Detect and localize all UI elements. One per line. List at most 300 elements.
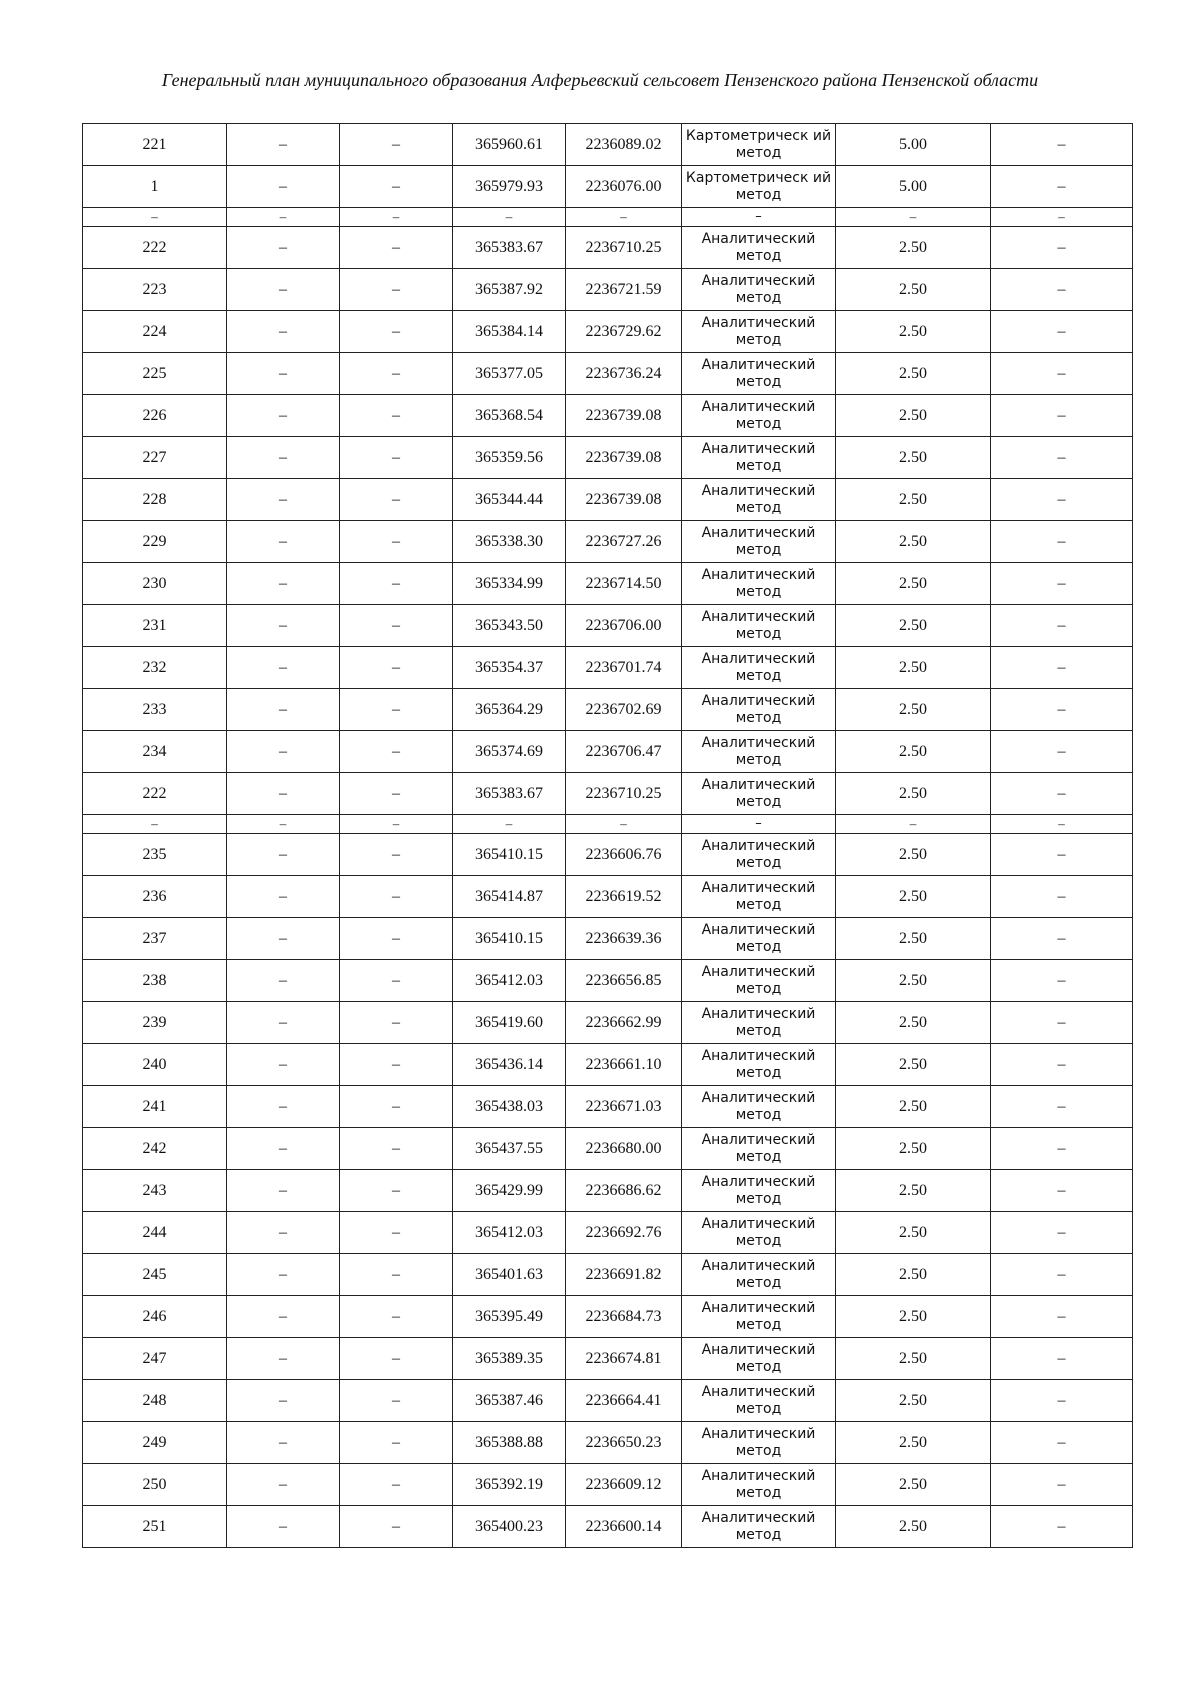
empty-cell: – (340, 834, 453, 876)
method-cell: Аналитический метод (682, 918, 836, 960)
accuracy-cell: 2.50 (836, 227, 991, 269)
method-cell: Аналитический метод (682, 605, 836, 647)
method-cell: Аналитический метод (682, 353, 836, 395)
description-cell: – (991, 1128, 1133, 1170)
method-cell: Аналитический метод (682, 269, 836, 311)
point-number-cell: 251 (83, 1506, 227, 1548)
description-cell: – (991, 1422, 1133, 1464)
x-coordinate-cell: 365412.03 (453, 1212, 566, 1254)
accuracy-cell: 2.50 (836, 353, 991, 395)
description-cell: – (991, 269, 1133, 311)
point-number-cell: 247 (83, 1338, 227, 1380)
description-cell: – (991, 479, 1133, 521)
table-row (83, 605, 1133, 647)
empty-cell: – (340, 166, 453, 208)
description-cell: – (991, 647, 1133, 689)
x-coordinate-cell: 365354.37 (453, 647, 566, 689)
method-cell: Аналитический метод (682, 311, 836, 353)
method-cell: Картометрическ ий метод (682, 166, 836, 208)
accuracy-cell: 5.00 (836, 124, 991, 166)
point-number-cell: 239 (83, 1002, 227, 1044)
x-coordinate-cell: 365429.99 (453, 1170, 566, 1212)
table-row (83, 960, 1133, 1002)
empty-cell: – (340, 395, 453, 437)
empty-cell: – (340, 1044, 453, 1086)
empty-cell: – (340, 731, 453, 773)
x-coordinate-cell: 365400.23 (453, 1506, 566, 1548)
empty-cell: – (227, 1212, 340, 1254)
description-cell: – (991, 918, 1133, 960)
accuracy-cell: 2.50 (836, 1044, 991, 1086)
table-body (83, 124, 1133, 1548)
x-coordinate-cell: 365401.63 (453, 1254, 566, 1296)
point-number-cell: 1 (83, 166, 227, 208)
empty-cell: – (340, 689, 453, 731)
y-coordinate-cell: 2236691.82 (566, 1254, 682, 1296)
point-number-cell: 238 (83, 960, 227, 1002)
point-number-cell: 232 (83, 647, 227, 689)
empty-cell: – (340, 353, 453, 395)
table-row (83, 1506, 1133, 1548)
point-number-cell: 224 (83, 311, 227, 353)
description-cell: – (991, 1380, 1133, 1422)
accuracy-cell: 2.50 (836, 563, 991, 605)
table-row (83, 437, 1133, 479)
y-coordinate-cell: 2236702.69 (566, 689, 682, 731)
y-coordinate-cell: 2236714.50 (566, 563, 682, 605)
accuracy-cell: 2.50 (836, 1380, 991, 1422)
y-coordinate-cell: 2236639.36 (566, 918, 682, 960)
description-cell: – (991, 605, 1133, 647)
empty-cell: – (340, 1338, 453, 1380)
empty-cell: – (227, 1002, 340, 1044)
empty-cell: – (340, 269, 453, 311)
empty-cell: – (340, 1128, 453, 1170)
point-number-cell: 237 (83, 918, 227, 960)
separator-row (83, 815, 1133, 834)
point-number-cell: 227 (83, 437, 227, 479)
empty-cell: – (227, 1170, 340, 1212)
table-row (83, 689, 1133, 731)
empty-cell: – (340, 208, 453, 227)
empty-cell: – (227, 689, 340, 731)
y-coordinate-cell: 2236729.62 (566, 311, 682, 353)
point-number-cell: 241 (83, 1086, 227, 1128)
x-coordinate-cell: 365436.14 (453, 1044, 566, 1086)
accuracy-cell: 2.50 (836, 1128, 991, 1170)
y-coordinate-cell: 2236656.85 (566, 960, 682, 1002)
empty-cell: – (340, 1086, 453, 1128)
description-cell: – (991, 208, 1133, 227)
point-number-cell: 228 (83, 479, 227, 521)
accuracy-cell: 2.50 (836, 521, 991, 563)
accuracy-cell: 2.50 (836, 1170, 991, 1212)
accuracy-cell: 2.50 (836, 1254, 991, 1296)
empty-cell: – (227, 1296, 340, 1338)
empty-cell: – (227, 1254, 340, 1296)
y-coordinate-cell: 2236727.26 (566, 521, 682, 563)
x-coordinate-cell: 365387.46 (453, 1380, 566, 1422)
table-row (83, 521, 1133, 563)
x-coordinate-cell: 365383.67 (453, 773, 566, 815)
empty-cell: – (340, 124, 453, 166)
point-number-cell: 221 (83, 124, 227, 166)
empty-cell: – (227, 815, 340, 834)
accuracy-cell: 2.50 (836, 731, 991, 773)
separator-row (83, 208, 1133, 227)
table-row (83, 563, 1133, 605)
empty-cell: – (227, 834, 340, 876)
y-coordinate-cell: 2236686.62 (566, 1170, 682, 1212)
x-coordinate-cell: 365412.03 (453, 960, 566, 1002)
point-number-cell: 223 (83, 269, 227, 311)
x-coordinate-cell: 365960.61 (453, 124, 566, 166)
empty-cell: – (227, 353, 340, 395)
empty-cell: – (340, 227, 453, 269)
point-number-cell: – (83, 815, 227, 834)
table-row (83, 1212, 1133, 1254)
table-row (83, 311, 1133, 353)
accuracy-cell: 5.00 (836, 166, 991, 208)
empty-cell: – (227, 521, 340, 563)
empty-cell: – (340, 605, 453, 647)
description-cell: – (991, 1464, 1133, 1506)
point-number-cell: 229 (83, 521, 227, 563)
x-coordinate-cell: – (453, 208, 566, 227)
description-cell: – (991, 395, 1133, 437)
point-number-cell: 226 (83, 395, 227, 437)
table-row (83, 1464, 1133, 1506)
empty-cell: – (340, 479, 453, 521)
method-cell: Аналитический метод (682, 1338, 836, 1380)
method-cell: Аналитический метод (682, 731, 836, 773)
y-coordinate-cell: 2236692.76 (566, 1212, 682, 1254)
accuracy-cell: 2.50 (836, 1338, 991, 1380)
empty-cell: – (227, 876, 340, 918)
point-number-cell: 248 (83, 1380, 227, 1422)
empty-cell: – (227, 918, 340, 960)
description-cell: – (991, 1254, 1133, 1296)
description-cell: – (991, 773, 1133, 815)
method-cell: Аналитический метод (682, 1380, 836, 1422)
method-cell: Аналитический метод (682, 563, 836, 605)
table-row (83, 1002, 1133, 1044)
empty-cell: – (227, 563, 340, 605)
point-number-cell: 240 (83, 1044, 227, 1086)
accuracy-cell: 2.50 (836, 437, 991, 479)
description-cell: – (991, 1212, 1133, 1254)
table-row (83, 918, 1133, 960)
empty-cell: – (340, 1296, 453, 1338)
description-cell: – (991, 311, 1133, 353)
y-coordinate-cell: 2236661.10 (566, 1044, 682, 1086)
y-coordinate-cell: 2236706.47 (566, 731, 682, 773)
y-coordinate-cell: 2236076.00 (566, 166, 682, 208)
empty-cell: – (227, 395, 340, 437)
table-row (83, 479, 1133, 521)
accuracy-cell: 2.50 (836, 834, 991, 876)
point-number-cell: – (83, 208, 227, 227)
accuracy-cell: 2.50 (836, 918, 991, 960)
description-cell: – (991, 563, 1133, 605)
y-coordinate-cell: 2236739.08 (566, 479, 682, 521)
x-coordinate-cell: 365410.15 (453, 834, 566, 876)
x-coordinate-cell: 365419.60 (453, 1002, 566, 1044)
method-cell: – (682, 208, 836, 227)
x-coordinate-cell: 365387.92 (453, 269, 566, 311)
method-cell: Аналитический метод (682, 834, 836, 876)
empty-cell: – (227, 269, 340, 311)
point-number-cell: 231 (83, 605, 227, 647)
y-coordinate-cell: – (566, 815, 682, 834)
method-cell: Аналитический метод (682, 521, 836, 563)
method-cell: Аналитический метод (682, 1044, 836, 1086)
empty-cell: – (227, 1422, 340, 1464)
method-cell: Аналитический метод (682, 1170, 836, 1212)
y-coordinate-cell: 2236089.02 (566, 124, 682, 166)
accuracy-cell: 2.50 (836, 1212, 991, 1254)
method-cell: Аналитический метод (682, 1506, 836, 1548)
accuracy-cell: 2.50 (836, 269, 991, 311)
empty-cell: – (340, 647, 453, 689)
empty-cell: – (227, 1128, 340, 1170)
x-coordinate-cell: – (453, 815, 566, 834)
method-cell: Аналитический метод (682, 773, 836, 815)
empty-cell: – (227, 166, 340, 208)
y-coordinate-cell: 2236710.25 (566, 227, 682, 269)
x-coordinate-cell: 365344.44 (453, 479, 566, 521)
accuracy-cell: – (836, 208, 991, 227)
description-cell: – (991, 1044, 1133, 1086)
table-row (83, 647, 1133, 689)
description-cell: – (991, 1296, 1133, 1338)
description-cell: – (991, 1086, 1133, 1128)
description-cell: – (991, 689, 1133, 731)
x-coordinate-cell: 365374.69 (453, 731, 566, 773)
x-coordinate-cell: 365395.49 (453, 1296, 566, 1338)
y-coordinate-cell: 2236721.59 (566, 269, 682, 311)
y-coordinate-cell: 2236739.08 (566, 437, 682, 479)
empty-cell: – (340, 521, 453, 563)
y-coordinate-cell: 2236739.08 (566, 395, 682, 437)
x-coordinate-cell: 365334.99 (453, 563, 566, 605)
empty-cell: – (340, 563, 453, 605)
x-coordinate-cell: 365388.88 (453, 1422, 566, 1464)
empty-cell: – (340, 311, 453, 353)
point-number-cell: 246 (83, 1296, 227, 1338)
accuracy-cell: 2.50 (836, 689, 991, 731)
empty-cell: – (340, 1254, 453, 1296)
y-coordinate-cell: 2236650.23 (566, 1422, 682, 1464)
method-cell: Картометрическ ий метод (682, 124, 836, 166)
x-coordinate-cell: 365338.30 (453, 521, 566, 563)
description-cell: – (991, 521, 1133, 563)
x-coordinate-cell: 365392.19 (453, 1464, 566, 1506)
method-cell: Аналитический метод (682, 689, 836, 731)
empty-cell: – (340, 1380, 453, 1422)
accuracy-cell: 2.50 (836, 1002, 991, 1044)
accuracy-cell: 2.50 (836, 1296, 991, 1338)
empty-cell: – (227, 124, 340, 166)
y-coordinate-cell: 2236674.81 (566, 1338, 682, 1380)
empty-cell: – (340, 1212, 453, 1254)
point-number-cell: 249 (83, 1422, 227, 1464)
empty-cell: – (227, 1380, 340, 1422)
empty-cell: – (340, 876, 453, 918)
accuracy-cell: 2.50 (836, 395, 991, 437)
empty-cell: – (227, 1044, 340, 1086)
accuracy-cell: 2.50 (836, 647, 991, 689)
empty-cell: – (340, 918, 453, 960)
y-coordinate-cell: – (566, 208, 682, 227)
empty-cell: – (227, 731, 340, 773)
accuracy-cell: 2.50 (836, 960, 991, 1002)
accuracy-cell: 2.50 (836, 773, 991, 815)
empty-cell: – (227, 1338, 340, 1380)
point-number-cell: 243 (83, 1170, 227, 1212)
description-cell: – (991, 166, 1133, 208)
accuracy-cell: 2.50 (836, 876, 991, 918)
table-row (83, 124, 1133, 166)
point-number-cell: 233 (83, 689, 227, 731)
x-coordinate-cell: 365383.67 (453, 227, 566, 269)
table-row (83, 353, 1133, 395)
empty-cell: – (227, 960, 340, 1002)
description-cell: – (991, 124, 1133, 166)
table-row (83, 1254, 1133, 1296)
description-cell: – (991, 834, 1133, 876)
page-header-title: Генеральный план муниципального образования Алферьевский сельсовет Пензенского района Пензенской области (161, 70, 1039, 90)
table-row (83, 876, 1133, 918)
y-coordinate-cell: 2236664.41 (566, 1380, 682, 1422)
x-coordinate-cell: 365377.05 (453, 353, 566, 395)
method-cell: – (682, 815, 836, 834)
description-cell: – (991, 876, 1133, 918)
method-cell: Аналитический метод (682, 395, 836, 437)
method-cell: Аналитический метод (682, 227, 836, 269)
method-cell: Аналитический метод (682, 876, 836, 918)
table-row (83, 269, 1133, 311)
x-coordinate-cell: 365438.03 (453, 1086, 566, 1128)
empty-cell: – (340, 1464, 453, 1506)
point-number-cell: 245 (83, 1254, 227, 1296)
x-coordinate-cell: 365389.35 (453, 1338, 566, 1380)
table-row (83, 731, 1133, 773)
x-coordinate-cell: 365384.14 (453, 311, 566, 353)
empty-cell: – (227, 479, 340, 521)
empty-cell: – (227, 605, 340, 647)
method-cell: Аналитический метод (682, 1464, 836, 1506)
table-row (83, 1338, 1133, 1380)
table-row (83, 1170, 1133, 1212)
table-row (83, 395, 1133, 437)
y-coordinate-cell: 2236671.03 (566, 1086, 682, 1128)
description-cell: – (991, 437, 1133, 479)
y-coordinate-cell: 2236680.00 (566, 1128, 682, 1170)
empty-cell: – (227, 311, 340, 353)
empty-cell: – (227, 1464, 340, 1506)
x-coordinate-cell: 365364.29 (453, 689, 566, 731)
y-coordinate-cell: 2236706.00 (566, 605, 682, 647)
x-coordinate-cell: 365343.50 (453, 605, 566, 647)
empty-cell: – (227, 437, 340, 479)
y-coordinate-cell: 2236600.14 (566, 1506, 682, 1548)
description-cell: – (991, 353, 1133, 395)
table-row (83, 1380, 1133, 1422)
method-cell: Аналитический метод (682, 960, 836, 1002)
empty-cell: – (340, 1002, 453, 1044)
y-coordinate-cell: 2236701.74 (566, 647, 682, 689)
description-cell: – (991, 960, 1133, 1002)
table-row (83, 773, 1133, 815)
table-row (83, 166, 1133, 208)
method-cell: Аналитический метод (682, 437, 836, 479)
y-coordinate-cell: 2236662.99 (566, 1002, 682, 1044)
point-number-cell: 236 (83, 876, 227, 918)
empty-cell: – (340, 437, 453, 479)
accuracy-cell: 2.50 (836, 605, 991, 647)
method-cell: Аналитический метод (682, 1254, 836, 1296)
description-cell: – (991, 227, 1133, 269)
accuracy-cell: – (836, 815, 991, 834)
method-cell: Аналитический метод (682, 1422, 836, 1464)
point-number-cell: 242 (83, 1128, 227, 1170)
y-coordinate-cell: 2236619.52 (566, 876, 682, 918)
empty-cell: – (340, 960, 453, 1002)
point-number-cell: 235 (83, 834, 227, 876)
y-coordinate-cell: 2236710.25 (566, 773, 682, 815)
x-coordinate-cell: 365414.87 (453, 876, 566, 918)
y-coordinate-cell: 2236684.73 (566, 1296, 682, 1338)
table-row (83, 1044, 1133, 1086)
empty-cell: – (340, 1170, 453, 1212)
x-coordinate-cell: 365359.56 (453, 437, 566, 479)
empty-cell: – (227, 773, 340, 815)
accuracy-cell: 2.50 (836, 1506, 991, 1548)
method-cell: Аналитический метод (682, 1086, 836, 1128)
empty-cell: – (227, 1086, 340, 1128)
empty-cell: – (227, 1506, 340, 1548)
description-cell: – (991, 1506, 1133, 1548)
method-cell: Аналитический метод (682, 479, 836, 521)
point-number-cell: 250 (83, 1464, 227, 1506)
empty-cell: – (227, 208, 340, 227)
empty-cell: – (340, 1506, 453, 1548)
empty-cell: – (227, 647, 340, 689)
coordinates-table (82, 123, 1133, 1548)
point-number-cell: 222 (83, 227, 227, 269)
point-number-cell: 222 (83, 773, 227, 815)
accuracy-cell: 2.50 (836, 1086, 991, 1128)
x-coordinate-cell: 365437.55 (453, 1128, 566, 1170)
y-coordinate-cell: 2236736.24 (566, 353, 682, 395)
empty-cell: – (227, 227, 340, 269)
empty-cell: – (340, 1422, 453, 1464)
description-cell: – (991, 815, 1133, 834)
table-row (83, 834, 1133, 876)
method-cell: Аналитический метод (682, 1002, 836, 1044)
method-cell: Аналитический метод (682, 1212, 836, 1254)
description-cell: – (991, 1338, 1133, 1380)
point-number-cell: 225 (83, 353, 227, 395)
y-coordinate-cell: 2236609.12 (566, 1464, 682, 1506)
accuracy-cell: 2.50 (836, 1464, 991, 1506)
empty-cell: – (340, 815, 453, 834)
method-cell: Аналитический метод (682, 1128, 836, 1170)
accuracy-cell: 2.50 (836, 311, 991, 353)
method-cell: Аналитический метод (682, 1296, 836, 1338)
method-cell: Аналитический метод (682, 647, 836, 689)
